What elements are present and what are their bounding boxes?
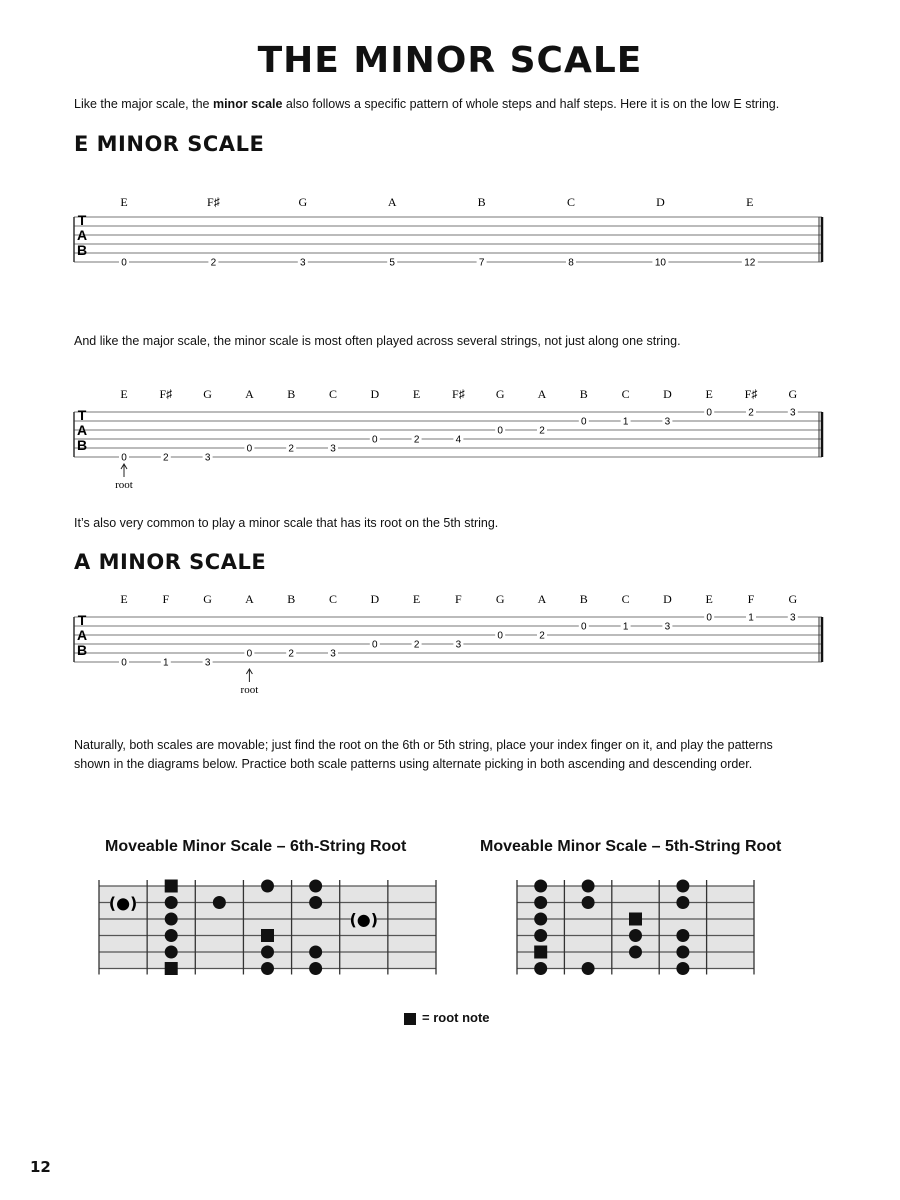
note-name: G (203, 387, 212, 401)
fret-number: 0 (581, 416, 587, 428)
fret-number: 1 (622, 621, 629, 633)
scale-note-dot (534, 880, 547, 893)
note-name: E (746, 195, 754, 209)
scale-note-dot (534, 913, 547, 926)
fret-number: 2 (539, 425, 545, 437)
scale-note-dot (629, 929, 642, 942)
scale-note-dot (165, 913, 178, 926)
fretboard-5th-string-root (513, 878, 758, 988)
tab-clef-letter: A (76, 422, 88, 438)
fret-number: 3 (204, 657, 211, 669)
note-name: E (412, 592, 421, 606)
note-name: E (705, 592, 713, 606)
fret-number: 2 (163, 452, 169, 464)
note-name: G (298, 195, 308, 209)
tab-clef-letter: T (77, 612, 87, 628)
diagram-caption-5th: Moveable Minor Scale – 5th-String Root (480, 838, 782, 855)
fret-number: 0 (497, 630, 503, 642)
fret-number: 3 (455, 639, 462, 651)
tab-clef-letter: T (77, 212, 87, 228)
fret-number: 3 (330, 443, 336, 455)
intro-bold-term: minor scale (212, 97, 283, 111)
fret-number: 0 (246, 443, 253, 455)
fret-number: 4 (455, 434, 462, 446)
scale-note-dot (309, 880, 322, 893)
paragraph-movable-line-2: shown in the diagrams below. Practice both scale patterns using alternate picking in both ascending and descending order. (74, 757, 753, 771)
tab-clef-letter: T (77, 407, 87, 423)
note-name: A (245, 592, 254, 606)
tab-staff-1 (70, 190, 830, 280)
scale-note-dot (261, 880, 274, 893)
fret-number: 3 (790, 407, 796, 419)
tab-clef-letter: B (76, 437, 88, 453)
fret-number: 5 (389, 257, 395, 269)
fret-number: 0 (372, 639, 378, 651)
fret-number: 0 (706, 407, 712, 419)
note-name: C (566, 195, 576, 209)
scale-note-dot (309, 946, 322, 959)
fret-number: 3 (790, 612, 796, 624)
tab-clef-letter: B (76, 642, 88, 658)
note-name: F (455, 592, 462, 606)
tab-clef-letter: B (76, 242, 88, 258)
root-label: root (240, 684, 259, 696)
scale-note-dot (676, 880, 689, 893)
note-name: A (537, 592, 547, 606)
tab-staff-3 (70, 585, 830, 705)
fret-number: 0 (121, 257, 127, 269)
intro-after: also follows a specific pattern of whole steps and half steps. Here it is on the low E string. (282, 97, 780, 111)
fret-number: 2 (288, 648, 294, 660)
fret-number: 1 (622, 416, 629, 428)
root-note-square (629, 913, 642, 926)
scale-note-dot (582, 880, 595, 893)
fret-number: 8 (568, 257, 574, 269)
fret-number: 0 (706, 612, 712, 624)
scale-note-dot (213, 896, 226, 909)
scale-note-dot (534, 929, 547, 942)
fret-number: 2 (288, 443, 294, 455)
fret-number: 1 (163, 657, 169, 669)
intro-paragraph (74, 95, 779, 114)
scale-note-dot (629, 946, 642, 959)
fret-number: 0 (497, 425, 503, 437)
intro-before: Like the major scale, the (74, 97, 213, 111)
root-note-square (165, 880, 178, 893)
page-number: 12 (30, 1158, 51, 1176)
fret-number: 7 (478, 257, 485, 269)
fret-number: 3 (300, 257, 306, 269)
note-name: D (656, 195, 665, 209)
fret-number: 0 (372, 434, 378, 446)
scale-note-dot (165, 929, 178, 942)
paragraph-fifth-string: It’s also very common to play a minor scale that has its root on the 5th string. (74, 516, 499, 530)
note-name: B (287, 592, 296, 606)
fret-number: 2 (210, 257, 217, 269)
tab-clef-letter: A (76, 227, 88, 243)
fret-number: 12 (744, 257, 756, 269)
note-name: F (162, 592, 170, 606)
note-name: A (537, 387, 547, 401)
scale-note-dot (309, 896, 322, 909)
fret-number: 1 (748, 612, 754, 624)
scale-note-dot (534, 962, 547, 975)
fret-number: 3 (330, 648, 336, 660)
fret-number: 2 (748, 407, 754, 419)
note-name: F♯ (452, 387, 465, 401)
note-name: B (579, 387, 588, 401)
note-name: F♯ (207, 195, 220, 209)
fret-number: 3 (204, 452, 211, 464)
note-name: C (621, 592, 630, 606)
scale-note-dot (582, 962, 595, 975)
root-note-square (534, 946, 547, 959)
scale-note-dot (261, 946, 274, 959)
e-minor-heading: E MINOR SCALE (74, 132, 265, 156)
note-name: F♯ (744, 387, 758, 401)
note-name: A (387, 195, 397, 209)
note-name: A (245, 387, 254, 401)
scale-note-dot (676, 962, 689, 975)
note-name: C (328, 592, 338, 606)
note-name: G (788, 387, 798, 401)
page-title: THE MINOR SCALE (257, 40, 643, 81)
note-name: D (370, 387, 380, 401)
note-name: B (477, 195, 486, 209)
a-minor-heading: A MINOR SCALE (74, 550, 267, 574)
fret-number: 2 (413, 639, 420, 651)
fret-number: 3 (664, 416, 671, 428)
scale-note-dot (165, 946, 178, 959)
note-name: G (788, 592, 798, 606)
note-name: F (747, 592, 755, 606)
note-name: C (328, 387, 338, 401)
note-name: D (663, 592, 672, 606)
note-name: G (203, 592, 212, 606)
fret-number: 0 (121, 657, 127, 669)
scale-note-dot (676, 896, 689, 909)
paragraph-movable-line-1: Naturally, both scales are movable; just find the root on the 6th or 5th string, place your index finger on it, and play the patterns (74, 738, 773, 752)
scale-note-dot (534, 896, 547, 909)
scale-note-dot (261, 962, 274, 975)
note-name: E (120, 592, 128, 606)
paragraph-across-strings: And like the major scale, the minor scale is most often played across several strings, not just along one string. (74, 334, 681, 348)
note-name: E (120, 387, 128, 401)
tab-staff-2 (70, 382, 830, 507)
fret-number: 3 (664, 621, 671, 633)
fret-number: 0 (246, 648, 253, 660)
optional-note-dot: (●) (349, 910, 379, 929)
scale-note-dot (582, 896, 595, 909)
diagram-caption-6th: Moveable Minor Scale – 6th-String Root (105, 838, 407, 855)
note-name: C (621, 387, 630, 401)
note-name: B (579, 592, 588, 606)
root-note-square (165, 962, 178, 975)
scale-note-dot (676, 929, 689, 942)
fret-number: 2 (539, 630, 545, 642)
fret-number: 0 (581, 621, 587, 633)
fretboard-6th-string-root (95, 878, 440, 988)
root-note-legend-square (404, 1013, 416, 1025)
scale-note-dot (309, 962, 322, 975)
fret-number: 10 (654, 257, 666, 269)
note-name: E (120, 195, 128, 209)
root-note-legend-text: = root note (422, 1010, 490, 1025)
note-name: G (495, 387, 505, 401)
note-name: B (287, 387, 296, 401)
tab-clef-letter: A (76, 627, 88, 643)
note-name: F♯ (159, 387, 173, 401)
scale-note-dot (676, 946, 689, 959)
note-name: D (370, 592, 380, 606)
note-name: E (412, 387, 421, 401)
note-name: E (705, 387, 713, 401)
scale-note-dot (165, 896, 178, 909)
fret-number: 0 (121, 452, 127, 464)
note-name: G (495, 592, 505, 606)
paragraph-movable (74, 736, 773, 774)
fret-number: 2 (413, 434, 420, 446)
optional-note-dot: (●) (108, 893, 138, 913)
note-name: D (663, 387, 672, 401)
root-note-square (261, 929, 274, 942)
root-label: root (115, 479, 133, 491)
